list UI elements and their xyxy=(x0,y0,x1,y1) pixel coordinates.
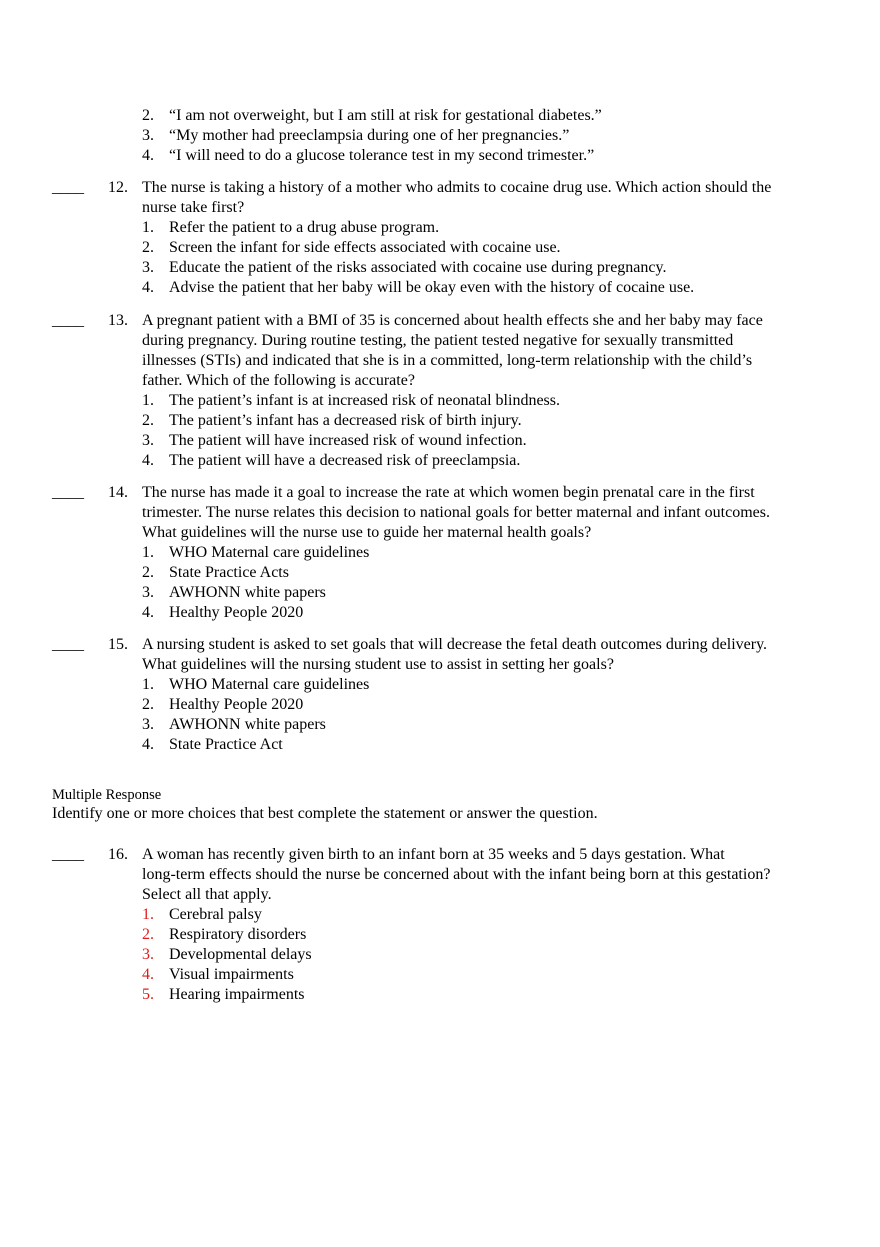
option-text: Developmental delays xyxy=(169,946,312,963)
option-text: WHO Maternal care guidelines xyxy=(169,676,370,693)
answer-blank: ____ xyxy=(52,484,84,501)
option xyxy=(0,431,880,451)
option-text: AWHONN white papers xyxy=(169,716,326,733)
question-stem-text: A woman has recently given birth to an infant born at 35 weeks and 5 days gestation. What xyxy=(142,846,725,863)
option-text: State Practice Acts xyxy=(169,564,289,581)
option-text: Visual impairments xyxy=(169,966,294,983)
option xyxy=(0,715,880,735)
question-stem-text: trimester. The nurse relates this decision to national goals for better maternal and infant outcomes. xyxy=(142,504,770,521)
question-stem-line xyxy=(0,331,880,351)
option-text: AWHONN white papers xyxy=(169,584,326,601)
option-number: 3. xyxy=(142,127,154,144)
option-number: 5. xyxy=(142,986,154,1003)
option xyxy=(0,583,880,603)
question-15 xyxy=(0,635,880,755)
option-text: “My mother had preeclampsia during one of her pregnancies.” xyxy=(169,127,570,144)
question-stem-text: The nurse has made it a goal to increase the rate at which women begin prenatal care in the first xyxy=(142,484,755,501)
question-stem-line xyxy=(0,483,880,503)
option-number: 3. xyxy=(142,259,154,276)
question-stem-line xyxy=(0,523,880,543)
option-text: The patient will have increased risk of wound infection. xyxy=(169,432,527,449)
option-number: 4. xyxy=(142,279,154,296)
question-stem-line xyxy=(0,178,880,198)
option xyxy=(0,675,880,695)
option xyxy=(0,905,880,925)
question-number: 12. xyxy=(108,179,128,196)
question-number: 16. xyxy=(108,846,128,863)
option-text: State Practice Act xyxy=(169,736,283,753)
question-stem-line xyxy=(0,865,880,885)
option xyxy=(0,603,880,623)
question-stem-line xyxy=(0,503,880,523)
option xyxy=(0,965,880,985)
option xyxy=(0,126,880,146)
option-number: 1. xyxy=(142,219,154,236)
question-13 xyxy=(0,311,880,471)
question-number: 14. xyxy=(108,484,128,501)
question-stem-text: during pregnancy. During routine testing, the patient tested negative for sexually transmitted xyxy=(142,332,734,349)
option-text: Refer the patient to a drug abuse program. xyxy=(169,219,440,236)
section-instruction: Identify one or more choices that best complete the statement or answer the question. xyxy=(52,805,598,822)
answer-blank: ____ xyxy=(52,179,84,196)
question-stem-text: What guidelines will the nurse use to guide her maternal health goals? xyxy=(142,524,592,541)
option-number: 1. xyxy=(142,906,154,923)
option-text: The patient will have a decreased risk of preeclampsia. xyxy=(169,452,521,469)
option xyxy=(0,258,880,278)
option xyxy=(0,735,880,755)
option-number: 2. xyxy=(142,412,154,429)
question-stem-line xyxy=(0,845,880,865)
question-stem-line xyxy=(0,371,880,391)
option xyxy=(0,543,880,563)
option-number: 1. xyxy=(142,676,154,693)
question-11-continued xyxy=(0,106,880,166)
question-number: 15. xyxy=(108,636,128,653)
section-title: Multiple Response xyxy=(52,787,162,803)
question-stem-text: A pregnant patient with a BMI of 35 is concerned about health effects she and her baby may face xyxy=(142,312,763,329)
option xyxy=(0,411,880,431)
option xyxy=(0,391,880,411)
question-stem-text: long-term effects should the nurse be concerned about with the infant being born at this gestation? xyxy=(142,866,771,883)
option-number: 2. xyxy=(142,564,154,581)
option-text: “I will need to do a glucose tolerance test in my second trimester.” xyxy=(169,147,595,164)
question-14 xyxy=(0,483,880,623)
option xyxy=(0,695,880,715)
option xyxy=(0,278,880,298)
question-stem-text: What guidelines will the nursing student use to assist in setting her goals? xyxy=(142,656,614,673)
option-number: 4. xyxy=(142,604,154,621)
option xyxy=(0,945,880,965)
question-stem-text: The nurse is taking a history of a mother who admits to cocaine drug use. Which action should the xyxy=(142,179,772,196)
question-stem-text: Select all that apply. xyxy=(142,886,272,903)
answer-blank: ____ xyxy=(52,846,84,863)
question-stem-line xyxy=(0,885,880,905)
option-number: 4. xyxy=(142,736,154,753)
option-number: 2. xyxy=(142,107,154,124)
option-text: Healthy People 2020 xyxy=(169,696,304,713)
option-text: Healthy People 2020 xyxy=(169,604,304,621)
option-number: 3. xyxy=(142,716,154,733)
question-stem-line xyxy=(0,198,880,218)
option-number: 3. xyxy=(142,584,154,601)
answer-blank: ____ xyxy=(52,312,84,329)
option-text: The patient’s infant has a decreased risk of birth injury. xyxy=(169,412,522,429)
option-number: 2. xyxy=(142,926,154,943)
option-text: WHO Maternal care guidelines xyxy=(169,544,370,561)
option xyxy=(0,238,880,258)
option-number: 2. xyxy=(142,239,154,256)
question-stem-text: illnesses (STIs) and indicated that she is in a committed, long-term relationship with the child’s xyxy=(142,352,753,369)
option-text: The patient’s infant is at increased risk of neonatal blindness. xyxy=(169,392,560,409)
option-text: Screen the infant for side effects associated with cocaine use. xyxy=(169,239,561,256)
option-number: 2. xyxy=(142,696,154,713)
option xyxy=(0,985,880,1005)
question-stem-line xyxy=(0,351,880,371)
option xyxy=(0,451,880,471)
option-text: Educate the patient of the risks associated with cocaine use during pregnancy. xyxy=(169,259,667,276)
option-number: 1. xyxy=(142,392,154,409)
option-number: 4. xyxy=(142,966,154,983)
question-stem-line xyxy=(0,635,880,655)
option-text: Respiratory disorders xyxy=(169,926,307,943)
question-stem-text: nurse take first? xyxy=(142,199,245,216)
question-stem-line xyxy=(0,655,880,675)
question-stem-text: father. Which of the following is accurate? xyxy=(142,372,415,389)
option-number: 1. xyxy=(142,544,154,561)
question-stem-text: A nursing student is asked to set goals that will decrease the fetal death outcomes during delivery. xyxy=(142,636,768,653)
option-text: Hearing impairments xyxy=(169,986,305,1003)
option-number: 4. xyxy=(142,452,154,469)
option xyxy=(0,146,880,166)
option-number: 4. xyxy=(142,147,154,164)
question-16 xyxy=(0,845,880,1005)
question-12 xyxy=(0,178,880,298)
option xyxy=(0,925,880,945)
option xyxy=(0,106,880,126)
answer-blank: ____ xyxy=(52,636,84,653)
option-text: Advise the patient that her baby will be okay even with the history of cocaine use. xyxy=(169,279,695,296)
option xyxy=(0,563,880,583)
question-number: 13. xyxy=(108,312,128,329)
question-stem-line xyxy=(0,311,880,331)
option-text: Cerebral palsy xyxy=(169,906,262,923)
option-text: “I am not overweight, but I am still at risk for gestational diabetes.” xyxy=(169,107,602,124)
option xyxy=(0,218,880,238)
option-number: 3. xyxy=(142,432,154,449)
option-number: 3. xyxy=(142,946,154,963)
